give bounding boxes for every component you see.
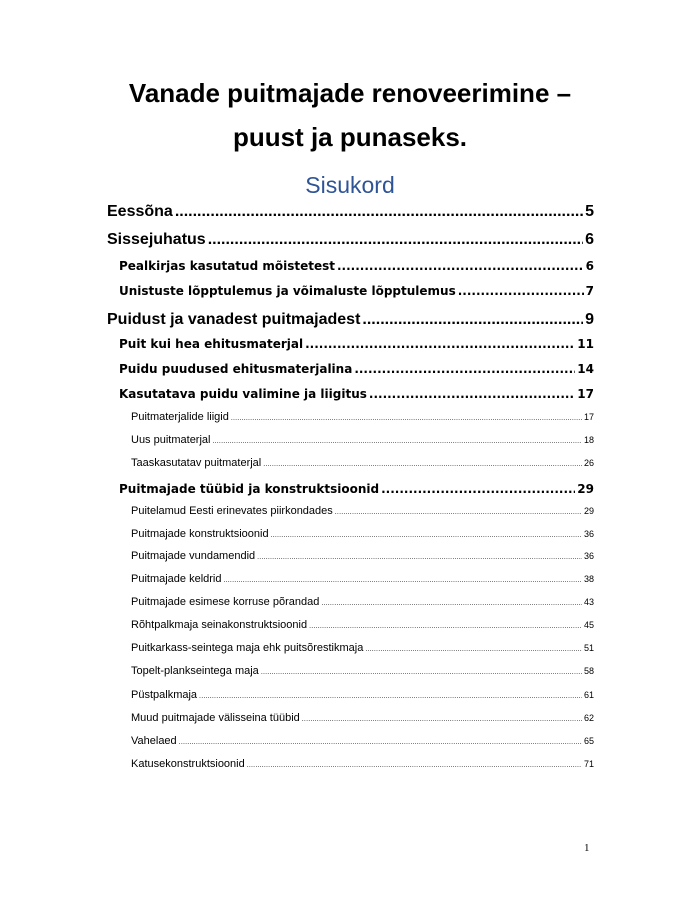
toc-dot-leader xyxy=(305,337,575,351)
toc-entry-title: Vahelaed xyxy=(131,735,177,747)
toc-entry[interactable] xyxy=(119,284,594,298)
toc-entry[interactable] xyxy=(107,311,594,329)
toc-entry-title: Puit kui hea ehitusmaterjal xyxy=(119,337,304,351)
toc-entry[interactable] xyxy=(107,231,594,249)
toc-dot-leader xyxy=(354,362,575,376)
toc-entry-title: Pealkirjas kasutatud mõistetest xyxy=(119,259,335,273)
toc-entry-page: 29 xyxy=(583,506,594,516)
toc-entry-title: Eessõna xyxy=(107,203,173,220)
toc-entry-title: Puidust ja vanadest puitmajadest xyxy=(107,311,361,328)
toc-dot-leader xyxy=(247,762,582,769)
toc-entry[interactable] xyxy=(131,735,594,747)
toc-entry[interactable] xyxy=(131,665,594,677)
toc-entry-title: Puitmajade esimese korruse põrandad xyxy=(131,596,320,608)
toc-dot-leader xyxy=(362,311,583,329)
toc-dot-leader xyxy=(224,577,582,584)
toc-entry[interactable] xyxy=(119,259,594,273)
toc-entry-page: 11 xyxy=(577,337,594,351)
toc-entry[interactable] xyxy=(131,505,594,517)
toc-dot-leader xyxy=(337,259,584,273)
toc-dot-leader xyxy=(212,438,582,445)
toc-dot-leader xyxy=(381,482,575,496)
toc-entry-page: 36 xyxy=(583,529,594,539)
toc-entry[interactable] xyxy=(131,550,594,562)
toc-entry-title: Püstpalkmaja xyxy=(131,689,198,701)
toc-entry[interactable] xyxy=(119,337,594,351)
toc-entry-title: Taaskasutatav puitmaterjal xyxy=(131,457,262,469)
toc-entry-title: Puitmajade konstruktsioonid xyxy=(131,528,269,540)
toc-entry[interactable] xyxy=(131,712,594,724)
toc-entry-page: 71 xyxy=(583,759,594,769)
toc-entry-title: Muud puitmajade välisseina tüübid xyxy=(131,712,300,724)
toc-entry-title: Puitmajade keldrid xyxy=(131,573,222,585)
toc-dot-leader xyxy=(365,646,582,653)
toc-entry[interactable] xyxy=(119,362,594,376)
toc-entry-page: 58 xyxy=(583,666,594,676)
toc-dot-leader xyxy=(257,554,582,561)
toc-entry-page: 51 xyxy=(583,643,594,653)
toc-dot-leader xyxy=(263,461,582,468)
toc-dot-leader xyxy=(271,532,582,539)
toc-entry-title: Katusekonstruktsioonid xyxy=(131,758,245,770)
toc-entry[interactable] xyxy=(131,596,594,608)
page-number: 1 xyxy=(584,842,590,854)
toc-entry[interactable] xyxy=(119,387,594,401)
toc-entry[interactable] xyxy=(131,434,594,446)
toc-entry[interactable] xyxy=(131,642,594,654)
toc-entry-title: Puitmajade vundamendid xyxy=(131,550,256,562)
toc-dot-leader xyxy=(261,669,582,676)
toc-entry-page: 7 xyxy=(585,284,594,298)
toc-entry-page: 6 xyxy=(585,259,594,273)
toc-entry-page: 9 xyxy=(585,311,594,328)
toc-entry-title: Unistuste lõpptulemus ja võimaluste lõpptulemus xyxy=(119,284,456,298)
toc-dot-leader xyxy=(458,284,584,298)
toc-dot-leader xyxy=(231,415,582,422)
toc-entry-page: 17 xyxy=(577,387,594,401)
toc-dot-leader xyxy=(321,600,582,607)
toc-entry[interactable] xyxy=(131,573,594,585)
toc-entry-title: Puidu puudused ehitusmaterjalina xyxy=(119,362,353,376)
toc-dot-leader xyxy=(302,716,582,723)
toc-entry-page: 61 xyxy=(583,690,594,700)
toc-entry-title: Uus puitmaterjal xyxy=(131,434,211,446)
toc-entry-page: 45 xyxy=(583,620,594,630)
toc-entry-title: Topelt-plankseintega maja xyxy=(131,665,259,677)
toc-heading: Sisukord xyxy=(305,172,395,198)
toc-dot-leader xyxy=(369,387,575,401)
toc-entry[interactable] xyxy=(119,482,594,496)
toc-entry-page: 43 xyxy=(583,597,594,607)
toc-entry-page: 26 xyxy=(583,458,594,468)
toc-entry-page: 14 xyxy=(577,362,594,376)
toc-entry[interactable] xyxy=(107,203,594,221)
toc-entry[interactable] xyxy=(131,411,594,423)
toc-entry[interactable] xyxy=(131,619,594,631)
toc-entry[interactable] xyxy=(131,758,594,770)
toc-dot-leader xyxy=(179,739,582,746)
toc-entry-page: 18 xyxy=(583,435,594,445)
toc-dot-leader xyxy=(309,623,582,630)
toc-dot-leader xyxy=(335,509,582,516)
toc-entry[interactable] xyxy=(131,689,594,701)
toc-entry-title: Puitkarkass-seintega maja ehk puitsõrestikmaja xyxy=(131,642,364,654)
toc-entry-page: 29 xyxy=(577,482,594,496)
toc-entry-page: 36 xyxy=(583,551,594,561)
toc-entry-page: 65 xyxy=(583,736,594,746)
toc-dot-leader xyxy=(199,693,582,700)
toc-entry-title: Rõhtpalkmaja seinakonstruktsioonid xyxy=(131,619,308,631)
toc-entry-page: 5 xyxy=(585,203,594,220)
toc-entry[interactable] xyxy=(131,457,594,469)
toc-entry-page: 38 xyxy=(583,574,594,584)
toc-entry-title: Puitmajade tüübid ja konstruktsioonid xyxy=(119,482,380,496)
document-title-line-1: Vanade puitmajade renoveerimine – xyxy=(128,78,572,108)
toc-dot-leader xyxy=(175,203,583,221)
toc-entry-title: Sissejuhatus xyxy=(107,231,206,248)
toc-entry-page: 17 xyxy=(583,412,594,422)
toc-entry[interactable] xyxy=(131,528,594,540)
toc-entry-title: Kasutatava puidu valimine ja liigitus xyxy=(119,387,367,401)
document-title-line-2: puust ja punaseks. xyxy=(232,122,468,152)
toc-entry-title: Puitmaterjalide liigid xyxy=(131,411,229,423)
toc-entry-page: 62 xyxy=(583,713,594,723)
toc-entry-title: Puitelamud Eesti erinevates piirkondades xyxy=(131,505,333,517)
toc-dot-leader xyxy=(208,231,583,249)
toc-entry-page: 6 xyxy=(585,231,594,248)
